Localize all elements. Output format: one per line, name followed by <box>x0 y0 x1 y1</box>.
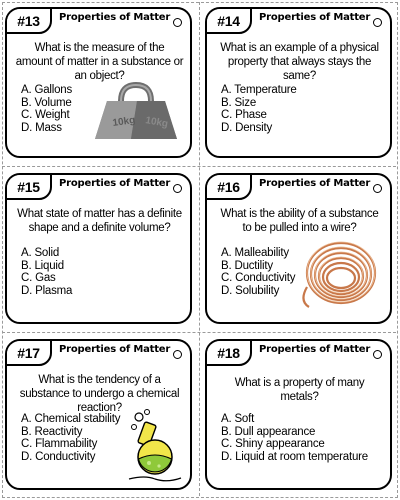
copper-wire-coil-icon <box>301 235 381 311</box>
answer-options <box>221 84 297 134</box>
card-title: Properties of Matter <box>59 178 171 189</box>
answer-options <box>221 413 368 463</box>
option-c: C. Phase <box>221 109 267 121</box>
punch-hole-icon <box>173 350 182 359</box>
card-number: #15 <box>5 173 52 200</box>
option-b: B. Liquid <box>21 259 64 272</box>
option-d: D. Conductivity <box>21 450 96 463</box>
option-d: D. Density <box>221 121 273 134</box>
card-question: What is the tendency of a substance to undergo a chemical reaction? <box>19 374 180 414</box>
cut-guide-horizontal-2 <box>2 332 396 333</box>
bubbling-flask-icon <box>125 409 183 485</box>
option-d: D. Mass <box>21 121 62 134</box>
kettlebell-weight-icon <box>91 81 181 143</box>
task-card-13 <box>5 7 192 158</box>
option-c: C. Gas <box>21 272 56 284</box>
option-c: C. Conductivity <box>221 272 296 284</box>
option-d: D. Liquid at room temperature <box>221 450 368 463</box>
weight-label-2: 10kg <box>144 115 169 130</box>
option-a: A. Gallons <box>21 84 73 96</box>
task-card-14 <box>205 7 392 158</box>
option-d: D. Solubility <box>221 284 280 297</box>
card-number: #14 <box>205 7 252 34</box>
card-question: What is a property of many metals? <box>234 377 365 403</box>
card-number: #13 <box>5 7 52 34</box>
card-number: #17 <box>5 339 52 366</box>
punch-hole-icon <box>373 184 382 193</box>
answer-options <box>21 413 120 463</box>
punch-hole-icon <box>373 18 382 27</box>
card-number: #18 <box>205 339 252 366</box>
task-card-16 <box>205 173 392 324</box>
card-number: #16 <box>205 173 252 200</box>
punch-hole-icon <box>373 350 382 359</box>
option-b: B. Size <box>221 96 257 109</box>
task-card-18 <box>205 339 392 490</box>
card-title: Properties of Matter <box>59 12 171 23</box>
option-b: B. Reactivity <box>21 425 83 438</box>
answer-options <box>21 84 72 134</box>
option-c: C. Weight <box>21 109 70 121</box>
option-c: C. Shiny appearance <box>221 438 325 450</box>
option-a: A. Soft <box>221 413 255 425</box>
card-question: What is the measure of the amount of matter in a substance or an object? <box>15 42 184 82</box>
answer-options <box>21 247 72 297</box>
option-d: D. Plasma <box>21 284 73 297</box>
answer-options <box>221 247 295 297</box>
option-b: B. Dull appearance <box>221 425 316 438</box>
option-a: A. Chemical stability <box>21 413 121 425</box>
option-b: B. Volume <box>21 96 72 109</box>
option-b: B. Ductility <box>221 259 273 272</box>
cut-guide-horizontal-1 <box>2 166 396 167</box>
option-a: A. Solid <box>21 247 60 259</box>
punch-hole-icon <box>173 184 182 193</box>
option-c: C. Flammability <box>21 438 98 450</box>
task-card-15 <box>5 173 192 324</box>
card-title: Properties of Matter <box>59 344 171 355</box>
card-title: Properties of Matter <box>259 344 371 355</box>
card-question: What state of matter has a definite shape and a definite volume? <box>17 208 182 234</box>
card-question: What is the ability of a substance to be pulled into a wire? <box>220 208 379 234</box>
weight-label-1: 10kg <box>111 114 136 129</box>
punch-hole-icon <box>173 18 182 27</box>
card-title: Properties of Matter <box>259 12 371 23</box>
card-question: What is an example of a physical property that always stays the same? <box>220 42 379 82</box>
cut-guide-vertical <box>199 2 200 496</box>
option-a: A. Malleability <box>221 247 289 259</box>
card-title: Properties of Matter <box>259 178 371 189</box>
option-a: A. Temperature <box>221 84 297 96</box>
task-card-17 <box>5 339 192 490</box>
